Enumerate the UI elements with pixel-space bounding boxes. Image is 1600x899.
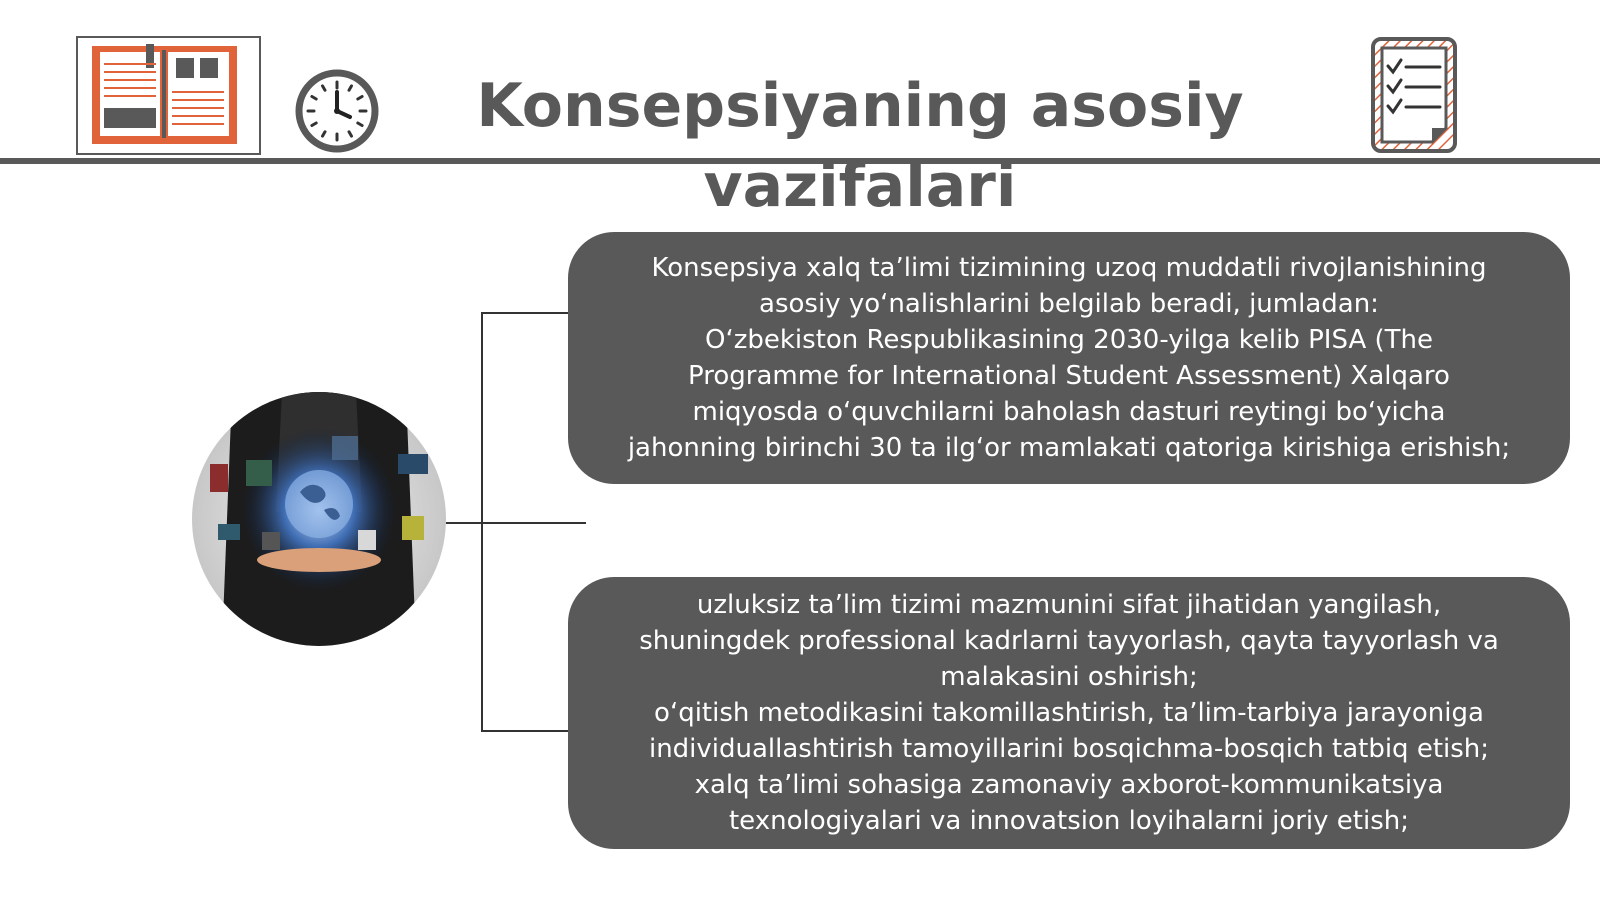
page-title: [430, 66, 1290, 226]
book-icon: [76, 36, 261, 156]
title-line-2: vazifalari: [703, 151, 1017, 221]
task-box-2-line: uzluksiz ta’lim tizimi mazmunini sifat jihatidan yangilash,: [696, 590, 1442, 620]
task-box-1-line: O‘zbekiston Respublikasining 2030-yilga kelib PISA (The: [704, 325, 1434, 355]
task-box-2-line: xalq ta’limi sohasiga zamonaviy axborot-kommunikatsiya: [694, 770, 1444, 800]
center-photo: [192, 392, 446, 646]
task-box-2-line: o‘qitish metodikasini takomillashtirish, ta’lim-tarbiya jarayoniga: [654, 698, 1484, 728]
task-box-1: [568, 232, 1570, 484]
task-box-2: [568, 577, 1570, 849]
connector-bottom: [481, 730, 569, 732]
task-box-1-line: miqyosda o‘quvchilarni baholash dasturi reytingi bo‘yicha: [692, 397, 1446, 427]
clock-icon: [294, 68, 380, 154]
task-box-2-line: shuningdek professional kadrlarni tayyorlash, qayta tayyorlash va: [639, 626, 1499, 656]
task-box-1-line: asosiy yo‘nalishlarini belgilab beradi, jumladan:: [759, 289, 1379, 319]
title-line-1: Konsepsiyaning asosiy: [476, 71, 1244, 141]
connector-middle: [446, 522, 586, 524]
task-box-2-line: malakasini oshirish;: [940, 662, 1198, 692]
checklist-icon: [1370, 36, 1458, 154]
task-box-1-line: jahonning birinchi 30 ta ilg‘or mamlakati qatoriga kirishiga erishish;: [627, 433, 1511, 463]
task-box-2-line: individuallashtirish tamoyillarini bosqichma-bosqich tatbiq etish;: [648, 734, 1490, 764]
task-box-1-line: Programme for International Student Assessment) Xalqaro: [688, 361, 1450, 391]
task-box-1-line: Konsepsiya xalq ta’limi tizimining uzoq muddatli rivojlanishining: [651, 253, 1487, 283]
connector-top: [481, 312, 569, 314]
task-box-2-line: texnologiyalari va innovatsion loyihalarni joriy etish;: [728, 806, 1410, 836]
